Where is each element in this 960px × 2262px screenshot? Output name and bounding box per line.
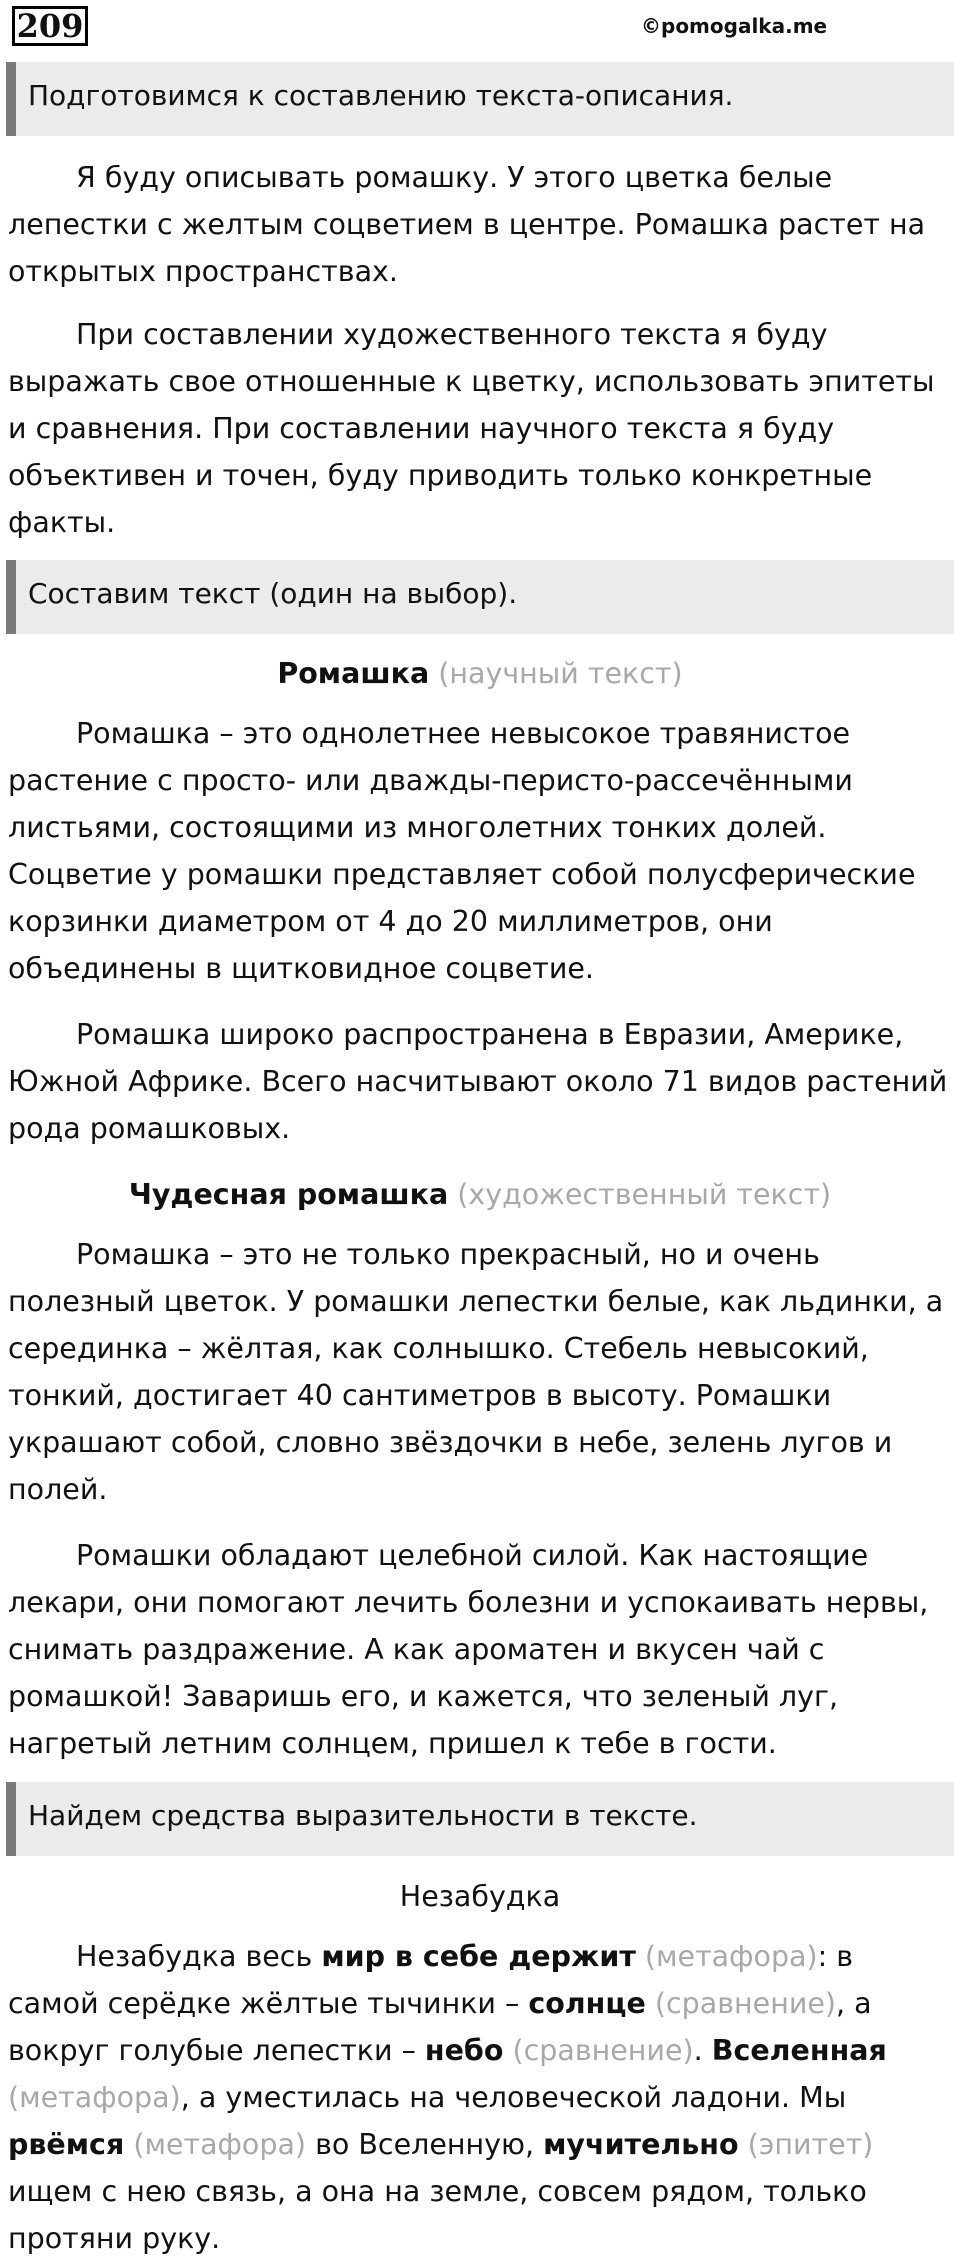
section-banner-compose: Составим текст (один на выбор).	[6, 560, 954, 634]
scientific-heading	[0, 650, 960, 697]
analysis-text: .	[693, 2034, 712, 2067]
analysis-device: (эпитет)	[738, 2128, 874, 2161]
artistic-paragraph-1: Ромашка – это не только прекрасный, но и очень полезный цветок. У ромашки лепестки белые, как льдинки, а серединка – жёлтая, как солнышко. Стебель невысокий, тонкий, достигает 40 сантиметров в высоту. Ромашки украшают собой, словно звёздочки в небе, зелень лугов и полей.	[8, 1238, 944, 1506]
prep-paragraph-1: Я буду описывать ромашку. У этого цветка белые лепестки с желтым соцветием в центре. Ромашка растет на открытых пространствах.	[8, 161, 926, 288]
analysis-highlight: мучительно	[543, 2128, 739, 2161]
analysis-title: Незабудка	[399, 1880, 561, 1913]
artistic-heading	[0, 1171, 960, 1218]
analysis-device: (сравнение)	[503, 2034, 694, 2067]
analysis-highlight: рвёмся	[8, 2128, 125, 2161]
analysis-text: : в самой серёдке жёлтые тычинки –	[8, 1940, 854, 2020]
artistic-paragraph-2: Ромашки обладают целебной силой. Как настоящие лекари, они помогают лечить болезни и успокаивать нервы, снимать раздражение. А как ароматен и вкусен чай с ромашкой! Заваришь его, и кажется, что зеленый луг, нагретый летним солнцем, пришел к тебе в гости.	[8, 1539, 929, 1760]
analysis-text: во Вселенную,	[306, 2128, 544, 2161]
analysis-highlight: небо	[424, 2034, 504, 2067]
artistic-title: Чудесная ромашка	[128, 1178, 449, 1211]
scientific-type: (научный текст)	[438, 657, 683, 690]
analysis-device: (метафора)	[635, 1940, 818, 1973]
analysis-paragraph	[8, 1933, 952, 2262]
analysis-highlight: солнце	[528, 1987, 646, 2020]
prep-paragraph-2: При составлении художественного текста я буду выражать свое отношенные к цветку, использовать эпитеты и сравнения. При составлении научного текста я буду объективен и точен, буду приводить только конкретные факты.	[8, 318, 935, 539]
analysis-text: , а вокруг голубые лепестки –	[8, 1987, 872, 2067]
scientific-paragraph-2: Ромашка широко распространена в Евразии, Америке, Южной Африке. Всего насчитывают около 71 видов растений рода ромашковых.	[8, 1018, 948, 1145]
analysis-text: Незабудка весь	[76, 1940, 322, 1973]
analysis-text: , а уместилась на человеческой ладони. Мы	[180, 2081, 847, 2114]
analysis-device: (сравнение)	[645, 1987, 837, 2020]
artistic-type: (художественный текст)	[457, 1178, 832, 1211]
scientific-title: Ромашка	[277, 657, 430, 690]
task-number: 209	[12, 6, 88, 46]
section-banner-analysis: Найдем средства выразительности в тексте.	[6, 1782, 954, 1856]
analysis-device: (метафора)	[124, 2128, 307, 2161]
scientific-paragraph-1: Ромашка – это однолетнее невысокое травянистое растение с просто- или дважды-перисто-рассечёнными листьями, состоящими из многолетних тонких долей. Соцветие у ромашки представляет собой полусферические корзинки диаметром от 4 до 20 миллиметров, они объединены в щитковидное соцветие.	[8, 717, 916, 985]
analysis-text: ищем с нею связь, а она на земле, совсем рядом, только протяни руку.	[8, 2175, 867, 2255]
site-watermark: ©pomogalka.me	[641, 14, 828, 38]
section-banner-prep: Подготовимся к составлению текста-описания.	[6, 62, 954, 136]
analysis-highlight: Вселенная	[711, 2034, 887, 2067]
analysis-highlight: мир в себе держит	[321, 1940, 636, 1973]
header	[8, 6, 958, 50]
analysis-device: (метафора)	[8, 2081, 181, 2114]
